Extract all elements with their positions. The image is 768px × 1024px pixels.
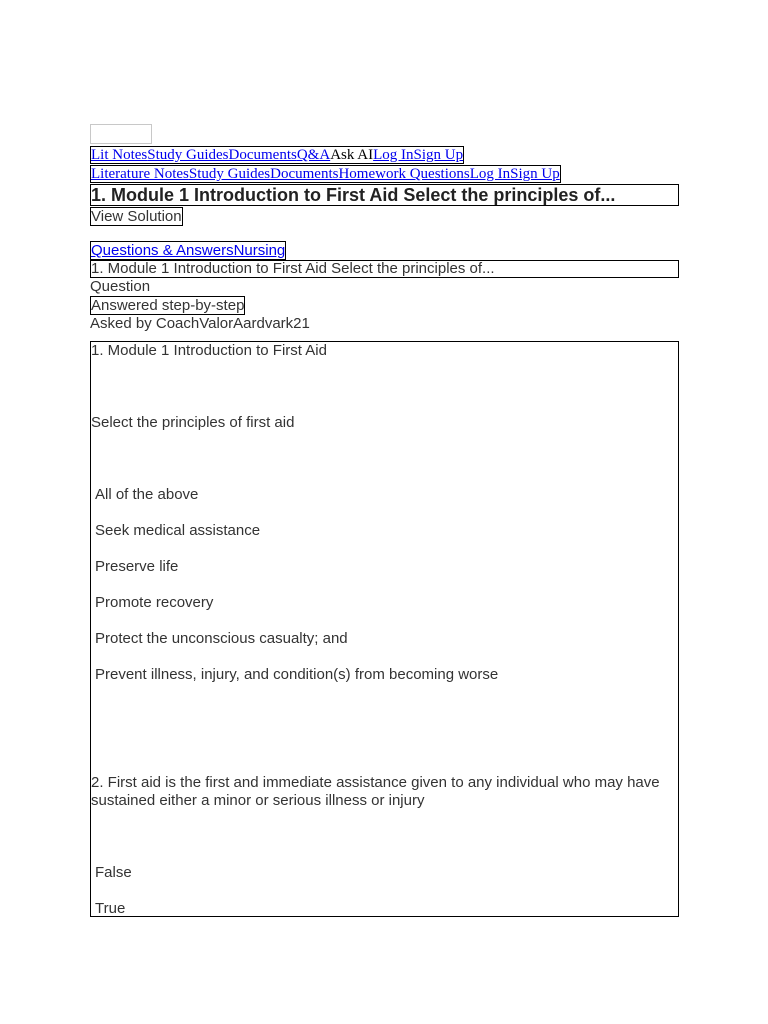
nav-qa[interactable]: Q&A bbox=[296, 147, 331, 163]
signup-link[interactable]: Sign Up bbox=[413, 147, 464, 163]
breadcrumb bbox=[90, 241, 286, 260]
nav-lit-notes[interactable]: Lit Notes bbox=[91, 147, 148, 163]
primary-nav bbox=[90, 146, 464, 164]
q1-option[interactable]: Promote recovery bbox=[95, 594, 214, 611]
question-label: Question bbox=[90, 278, 151, 295]
site-logo[interactable] bbox=[90, 124, 152, 144]
nav-documents[interactable]: Documents bbox=[228, 147, 297, 163]
nav-documents-2[interactable]: Documents bbox=[270, 166, 339, 182]
nav-study-guides-2[interactable]: Study Guides bbox=[188, 166, 271, 182]
nav-ask-ai[interactable]: Ask AI bbox=[330, 147, 374, 163]
q1-option[interactable]: All of the above bbox=[95, 486, 199, 503]
signup-link-2[interactable]: Sign Up bbox=[510, 166, 560, 182]
secondary-nav bbox=[90, 165, 561, 183]
q1-title: 1. Module 1 Introduction to First Aid bbox=[91, 342, 327, 359]
nav-homework-questions[interactable]: Homework Questions bbox=[338, 166, 470, 182]
q2-text: 2. First aid is the first and immediate assistance given to any individual who may have sustained either a minor or serious illness or injury bbox=[91, 774, 660, 809]
q1-option[interactable]: Seek medical assistance bbox=[95, 522, 261, 539]
nav-study-guides[interactable]: Study Guides bbox=[147, 147, 229, 163]
login-link[interactable]: Log In bbox=[373, 147, 414, 163]
q2-option[interactable]: False bbox=[95, 864, 132, 881]
answered-badge: Answered step-by-step bbox=[91, 297, 245, 314]
asked-by: Asked by CoachValorAardvark21 bbox=[90, 315, 310, 332]
q1-prompt: Select the principles of first aid bbox=[91, 414, 295, 431]
page-title: 1. Module 1 Introduction to First Aid Select the principles of... bbox=[90, 184, 679, 206]
q1-option[interactable]: Protect the unconscious casualty; and bbox=[95, 630, 348, 647]
page-header bbox=[90, 124, 679, 333]
q2-option[interactable]: True bbox=[95, 900, 126, 917]
question-content bbox=[90, 341, 679, 917]
breadcrumb-nursing[interactable]: Nursing bbox=[233, 242, 286, 259]
view-solution-button[interactable]: View Solution bbox=[91, 208, 182, 225]
q1-option[interactable]: Preserve life bbox=[95, 558, 179, 575]
login-link-2[interactable]: Log In bbox=[469, 166, 511, 182]
question-heading: 1. Module 1 Introduction to First Aid Select the principles of... bbox=[90, 260, 679, 278]
breadcrumb-questions-answers[interactable]: Questions & Answers bbox=[91, 242, 234, 259]
q1-option[interactable]: Prevent illness, injury, and condition(s) from becoming worse bbox=[95, 666, 499, 683]
nav-literature-notes[interactable]: Literature Notes bbox=[91, 166, 189, 182]
